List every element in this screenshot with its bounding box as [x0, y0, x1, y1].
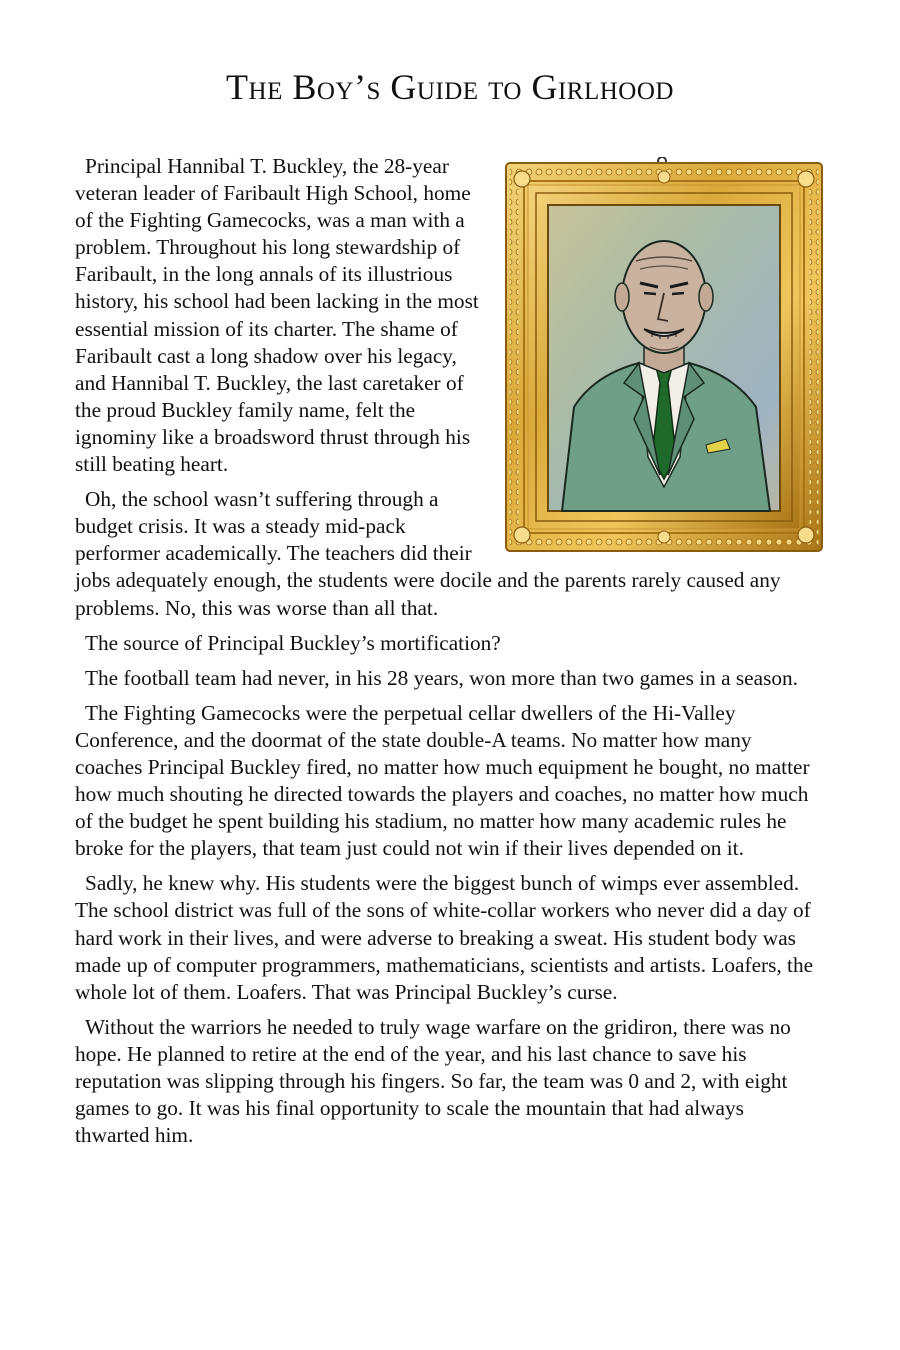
- paragraph-7: Without the warriors he needed to truly wage warfare on the gridiron, there was no hope. He planned to retire at the end of the year, and his last chance to save his reputation was slipping through his fingers. So far, the team was 0 and 2, with eight games to go. It was his final opportunity to scale the mountain that had always thwarted him.: [75, 1014, 791, 1148]
- framed-portrait-image: [504, 157, 824, 553]
- paragraph-5: The Fighting Gamecocks were the perpetual cellar dwellers of the Hi-Valley Conference, and the doormat of the state double-A teams. No matter how many coaches Principal Buckley fired, no matter how much equipment he bought, no matter how much shouting he directed towards the players and coaches, no matter how much of the budget he spent building his stadium, no matter how many academic rules he broke for the players, that team just could not win if their lives depended on it.: [75, 700, 810, 861]
- paragraph-3: The source of Principal Buckley’s mortification?: [85, 630, 501, 655]
- paragraph-1: Principal Hannibal T. Buckley, the 28-year veteran leader of Faribault High School, home of the Fighting Gamecocks, was a man with a problem. Throughout his long stewardship of Faribault, in the long annals of its illustrious history, his school had been lacking in the most essential mission of its charter. The shame of Faribault cast a long shadow over his legacy, and Hannibal T. Buckley, the last caretaker of the proud Buckley family name, felt the ignominy like a broadsword thrust through his still beating heart.: [75, 154, 479, 477]
- page-title: The Boy’s Guide to Girlhood: [226, 67, 674, 107]
- body-text: [75, 153, 820, 1157]
- paragraph-6: Sadly, he knew why. His students were the biggest bunch of wimps ever assembled. The school district was full of the sons of white-collar workers who never did a day of hard work in their lives, and were adverse to breaking a sweat. His student body was made up of computer programmers, mathematicians, scientists and artists. Loafers, the whole lot of them. Loafers. That was Principal Buckley’s curse.: [75, 871, 814, 1004]
- portrait-illustration: [496, 153, 828, 561]
- paragraph-2: Oh, the school wasn’t suffering through a budget crisis. It was a steady mid-pack performer academically. The teachers did their jobs adequately enough, the students were docile and the parents rarely caused any problems. No, this was worse than all that.: [75, 487, 781, 620]
- paragraph-4: The football team had never, in his 28 years, won more than two games in a season.: [85, 665, 798, 690]
